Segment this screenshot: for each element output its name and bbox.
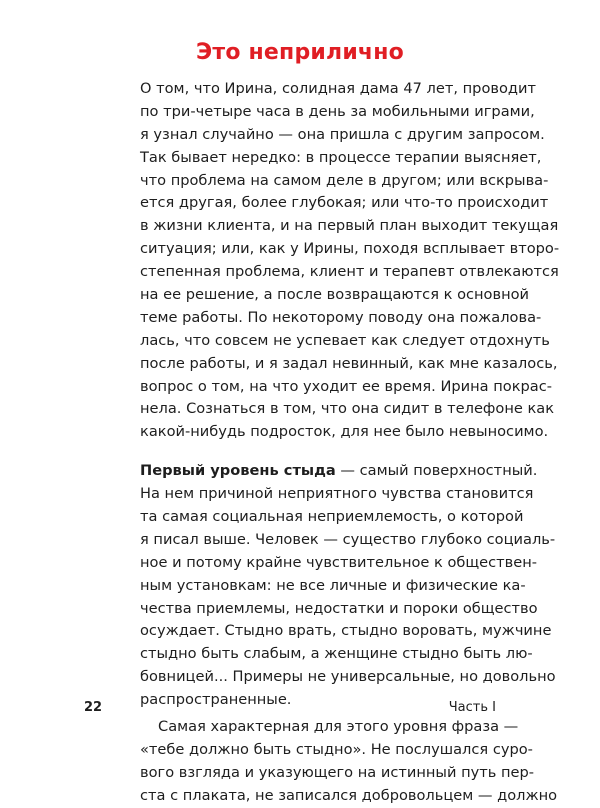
paragraph-1 — [140, 78, 560, 444]
text-line: ситуация; или, как у Ирины, походя всплывает второ- — [140, 240, 560, 258]
text-line: степенная проблема, клиент и терапевт отвлекаются — [140, 263, 559, 281]
text-line: лась, что совсем не успевает как следует отдохнуть — [140, 331, 550, 349]
paragraph-2-first-line — [140, 460, 538, 483]
text-line: ным установкам: не все личные и физические ка- — [140, 576, 526, 594]
text-line: что проблема на самом деле в другом; или вскрыва- — [140, 171, 549, 189]
page-number: 22 — [84, 700, 103, 715]
text-line: вого взгляда и указующего на истинный путь пер- — [140, 763, 535, 781]
text-line: ста с плаката, не записался добровольцем — должно — [140, 786, 558, 804]
paragraph-2 — [140, 460, 556, 712]
text-line: после работы, и я задал невинный, как мне казалось, — [140, 354, 558, 372]
text-line: стыдно быть слабым, а женщине стыдно быть лю- — [140, 645, 533, 663]
text-line: «тебе должно быть стыдно». Не послушался суро- — [140, 740, 533, 758]
text-line: вопрос о том, на что уходит ее время. Ирина покрас- — [140, 377, 553, 395]
chapter-title: Это неприлично — [196, 40, 404, 65]
text-line: теме работы. По некоторому поводу она пожалова- — [140, 308, 542, 326]
text-line: осуждает. Стыдно врать, стыдно воровать, мужчине — [140, 622, 552, 640]
text-line: На нем причиной неприятного чувства становится — [140, 485, 534, 503]
text-line: нела. Сознаться в том, что она сидит в телефоне как — [140, 400, 555, 418]
text-line: та самая социальная неприемлемость, о которой — [140, 508, 524, 526]
text-line: я узнал случайно — она пришла с другим запросом. — [140, 125, 545, 143]
text-line: я писал выше. Человек — существо глубоко социаль- — [140, 530, 556, 548]
text-line: Самая характерная для этого уровня фраза — — [158, 718, 519, 736]
bold-lead: Первый уровень стыда — [140, 462, 336, 480]
text-line: Так бывает нередко: в процессе терапии выясняет, — [140, 148, 542, 166]
text-line: чества приемлемы, недостатки и пороки общество — [140, 599, 538, 617]
paragraph-3 — [140, 716, 558, 808]
text-line: ется другая, более глубокая; или что-то происходит — [140, 194, 549, 212]
body-text — [140, 78, 560, 808]
text-line: О том, что Ирина, солидная дама 47 лет, проводит — [140, 80, 536, 97]
text-line: бовницей... Примеры не универсальные, но довольно — [140, 668, 556, 686]
text-line: какой-нибудь подросток, для нее было невыносимо. — [140, 423, 549, 441]
text-line: распространенные. — [140, 691, 292, 709]
text-line: на ее решение, а после возвращаются к основной — [140, 286, 530, 304]
text-line: ное и потому крайне чувствительное к обществен- — [140, 553, 538, 571]
text-line: в жизни клиента, и на первый план выходит текущая — [140, 217, 559, 235]
text-line: по три-четыре часа в день за мобильными играми, — [140, 102, 535, 120]
first-line-rest: — самый поверхностный. — [335, 462, 538, 480]
part-label: Часть I — [448, 700, 496, 715]
